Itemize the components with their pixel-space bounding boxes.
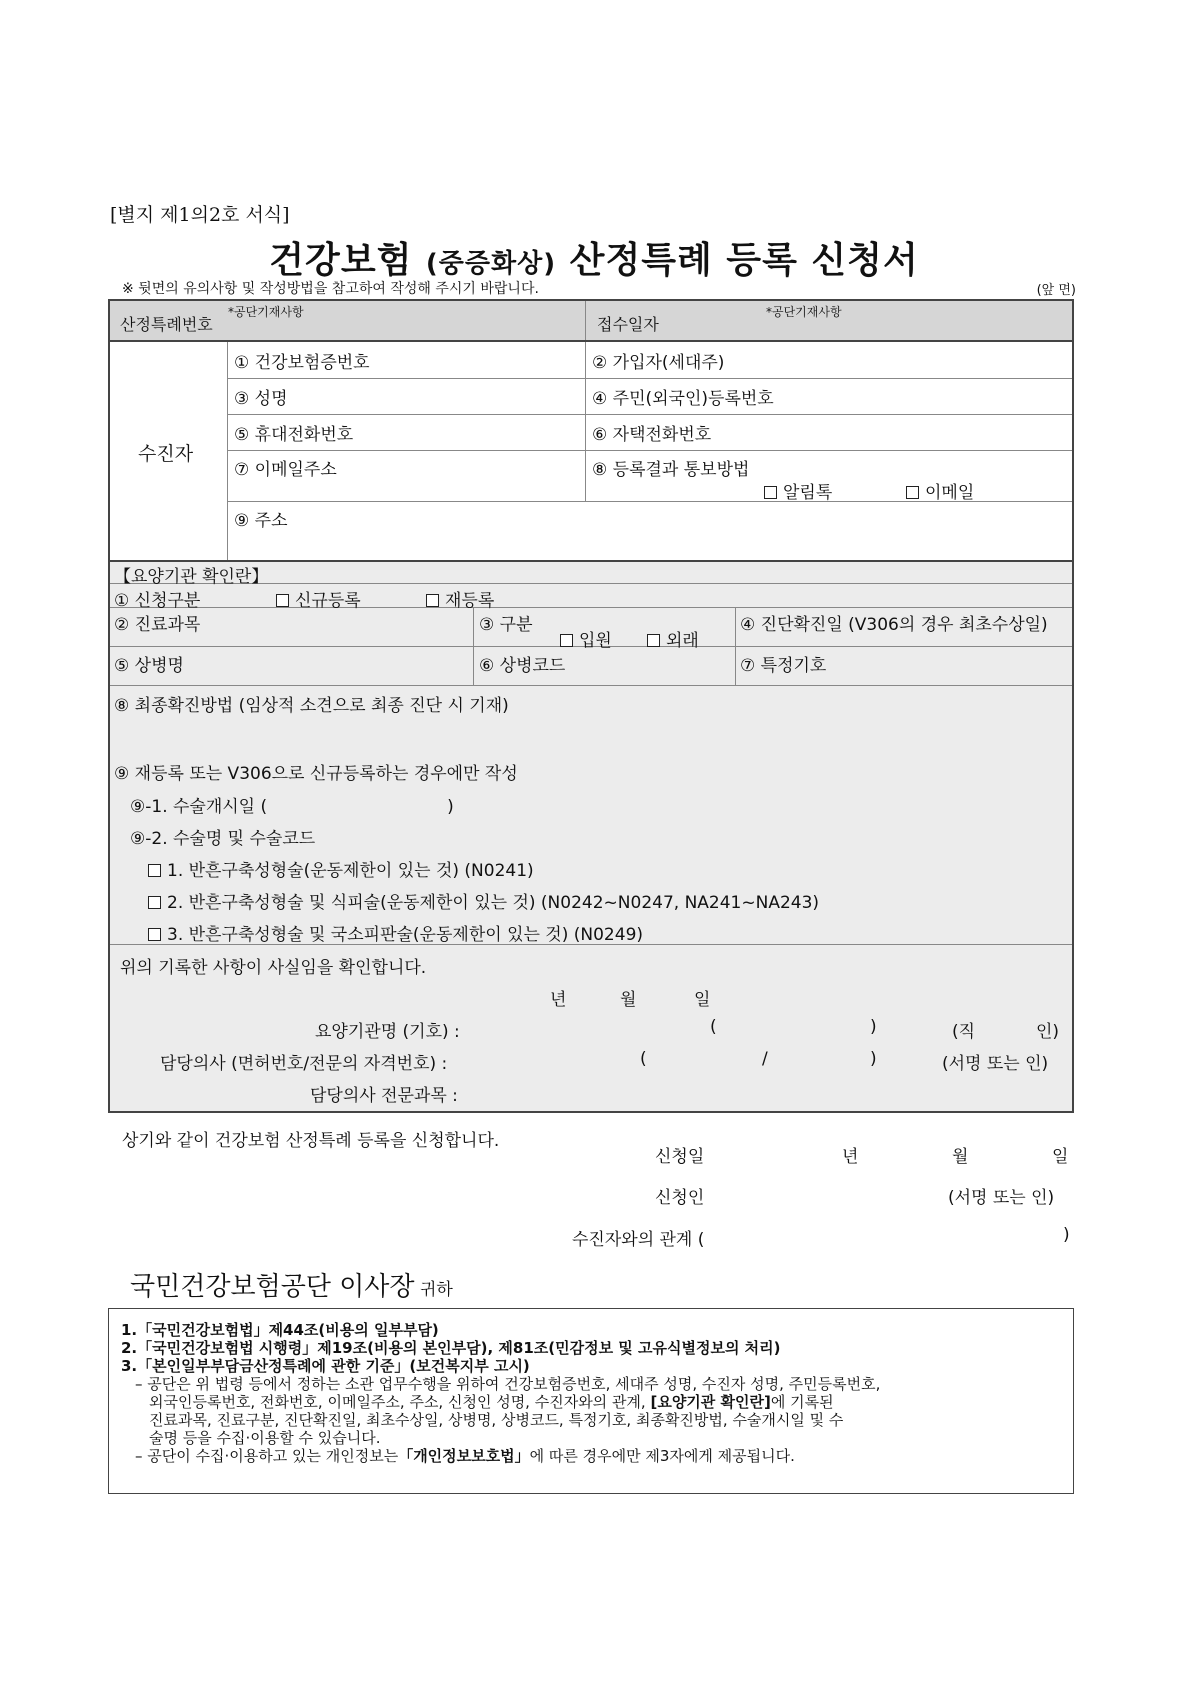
title-subtitle: (중증화상): [425, 249, 557, 279]
slash-separator: /: [762, 1049, 768, 1069]
care-type-label: ③ 구분: [479, 615, 533, 635]
special-code-field[interactable]: ⑦ 특정기호: [740, 656, 827, 676]
legal-detail-4: 술명 등을 수집·이용할 수 있습니다.: [149, 1429, 381, 1447]
title-part-a: 건강보험: [269, 240, 426, 281]
surgery-option-1-checkbox[interactable]: 1. 반흔구축성형술(운동제한이 있는 것) (N0241): [148, 856, 534, 881]
form-title: [0, 232, 1188, 283]
name-field[interactable]: ③ 성명: [234, 389, 288, 409]
checkbox-icon: [276, 594, 289, 607]
re-registration-checkbox[interactable]: 재등록: [426, 586, 494, 611]
confirm-year-label: 년: [550, 990, 567, 1010]
application-day-label: 일: [1052, 1147, 1069, 1167]
checkbox-icon: [560, 634, 573, 647]
checkbox-icon: [426, 594, 439, 607]
confirm-month-label: 월: [620, 990, 637, 1010]
resident-number-field[interactable]: ④ 주민(외국인)등록번호: [592, 389, 774, 409]
final-diagnosis-method-field[interactable]: ⑧ 최종확진방법 (임상적 소견으로 최종 진단 시 기재): [114, 696, 509, 716]
confirmation-statement: 위의 기록한 사항이 사실임을 확인합니다.: [120, 958, 427, 978]
patient-label: 수진자: [138, 443, 194, 465]
checkbox-icon: [647, 634, 660, 647]
legal-detail-3: 진료과목, 진료구분, 진단확진일, 최초수상일, 상병명, 상병코드, 특정기호, 최종확진방법, 수술개시일 및 수: [149, 1411, 844, 1429]
application-date-label: 신청일: [655, 1147, 705, 1167]
legal-detail-1: – 공단은 위 법령 등에서 정하는 소관 업무수행을 위하여 건강보험증번호, 세대주 성명, 수진자 성명, 주민등록번호,: [135, 1375, 881, 1393]
new-registration-checkbox[interactable]: 신규등록: [276, 586, 361, 611]
form-number: [별지 제1의2호 서식]: [110, 204, 290, 226]
insurance-card-number-field[interactable]: ① 건강보험증번호: [234, 353, 370, 373]
relationship-close: ): [1063, 1225, 1070, 1245]
front-side-label: (앞 면): [1036, 283, 1076, 298]
legal-line-2: 2.「국민건강보험법 시행령」제19조(비용의 본인부담), 제81조(민감정보 및 고유식별정보의 처리): [121, 1339, 781, 1357]
application-statement: 상기와 같이 건강보험 산정특례 등록을 신청합니다.: [122, 1131, 500, 1151]
surgery-start-date-field[interactable]: ⑨-1. 수술개시일 ( ): [130, 797, 454, 817]
surgery-option-2-checkbox[interactable]: 2. 반흔구축성형술 및 식피술(운동제한이 있는 것) (N0242~N0247, NA241~NA243): [148, 888, 819, 913]
main-form-table: [108, 299, 1074, 1113]
legal-line-1: 1.「국민건강보험법」제44조(비용의 일부부담): [121, 1321, 439, 1339]
mobile-phone-field[interactable]: ⑤ 휴대전화번호: [234, 425, 354, 445]
seal-label: (직: [952, 1022, 976, 1042]
office-use-note: *공단기재사항: [228, 305, 304, 319]
inpatient-checkbox[interactable]: 입원: [560, 626, 612, 651]
title-part-b: 산정특례 등록 신청서: [556, 240, 919, 281]
checkbox-icon: [148, 896, 161, 909]
addressee-suffix: 귀하: [414, 1280, 453, 1300]
diagnosis-date-field[interactable]: ④ 진단확진일 (V306의 경우 최초수상일): [740, 615, 1048, 635]
confirm-day-label: 일: [694, 990, 711, 1010]
notify-kakaotalk-checkbox[interactable]: 알림톡: [764, 478, 832, 503]
application-type-label: ① 신청구분: [114, 591, 201, 611]
applicant-signature-label: (서명 또는 인): [948, 1188, 1055, 1208]
addressee-name: 국민건강보험공단 이사장: [130, 1272, 415, 1302]
legal-line-3: 3.「본인일부부담금산정특례에 관한 기준」(보건복지부 고시): [121, 1357, 530, 1375]
seal-label-end: 인): [1036, 1022, 1060, 1042]
legal-notice-box: [108, 1308, 1074, 1494]
receipt-date-label: 접수일자: [597, 315, 659, 334]
doctor-department-label: 담당의사 전문과목 :: [310, 1086, 458, 1106]
doctor-license-label: 담당의사 (면허번호/전문의 자격번호) :: [160, 1054, 448, 1074]
email-field[interactable]: ⑦ 이메일주소: [234, 460, 337, 480]
paren-open: (: [640, 1049, 647, 1069]
legal-detail-5: – 공단이 수집·이용하고 있는 개인정보는「개인정보보호법」에 따른 경우에만 제3자에게 제공됩니다.: [135, 1447, 795, 1465]
application-month-label: 월: [952, 1147, 969, 1167]
outpatient-checkbox[interactable]: 외래: [647, 626, 699, 651]
address-field[interactable]: ⑨ 주소: [234, 511, 288, 531]
notification-method-label: ⑧ 등록결과 통보방법: [592, 460, 750, 480]
registration-number-label: 산정특례번호: [120, 315, 213, 334]
office-use-note: *공단기재사항: [766, 305, 842, 319]
notice-text: ※ 뒷면의 유의사항 및 작성방법을 참고하여 작성해 주시기 바랍니다.: [122, 281, 539, 297]
addressee: [130, 1266, 453, 1303]
paren-close: ): [870, 1049, 877, 1069]
applicant-label: 신청인: [655, 1188, 705, 1208]
institution-section-heading: 【요양기관 확인란】: [114, 567, 269, 587]
notify-email-checkbox[interactable]: 이메일: [906, 478, 974, 503]
doctor-signature-label: (서명 또는 인): [942, 1054, 1049, 1074]
checkbox-icon: [906, 486, 919, 499]
legal-detail-2: 외국인등록번호, 전화번호, 이메일주소, 주소, 신청인 성명, 수진자와의 관계, [요양기관 확인란]에 기록된: [149, 1393, 834, 1411]
home-phone-field[interactable]: ⑥ 자택전화번호: [592, 425, 712, 445]
surgery-option-3-checkbox[interactable]: 3. 반흔구축성형술 및 국소피판술(운동제한이 있는 것) (N0249): [148, 920, 643, 945]
surgery-name-label: ⑨-2. 수술명 및 수술코드: [130, 829, 316, 849]
disease-code-field[interactable]: ⑥ 상병코드: [479, 656, 566, 676]
institution-name-label: 요양기관명 (기호) :: [315, 1022, 460, 1042]
paren-close: ): [870, 1017, 877, 1037]
relationship-field[interactable]: 수진자와의 관계 (: [572, 1230, 705, 1250]
checkbox-icon: [148, 928, 161, 941]
subscriber-field[interactable]: ② 가입자(세대주): [592, 353, 725, 373]
application-year-label: 년: [842, 1147, 859, 1167]
re-registration-note: ⑨ 재등록 또는 V306으로 신규등록하는 경우에만 작성: [114, 764, 518, 784]
paren-open: (: [710, 1017, 717, 1037]
checkbox-icon: [764, 486, 777, 499]
checkbox-icon: [148, 864, 161, 877]
disease-name-field[interactable]: ⑤ 상병명: [114, 656, 184, 676]
department-field[interactable]: ② 진료과목: [114, 615, 201, 635]
